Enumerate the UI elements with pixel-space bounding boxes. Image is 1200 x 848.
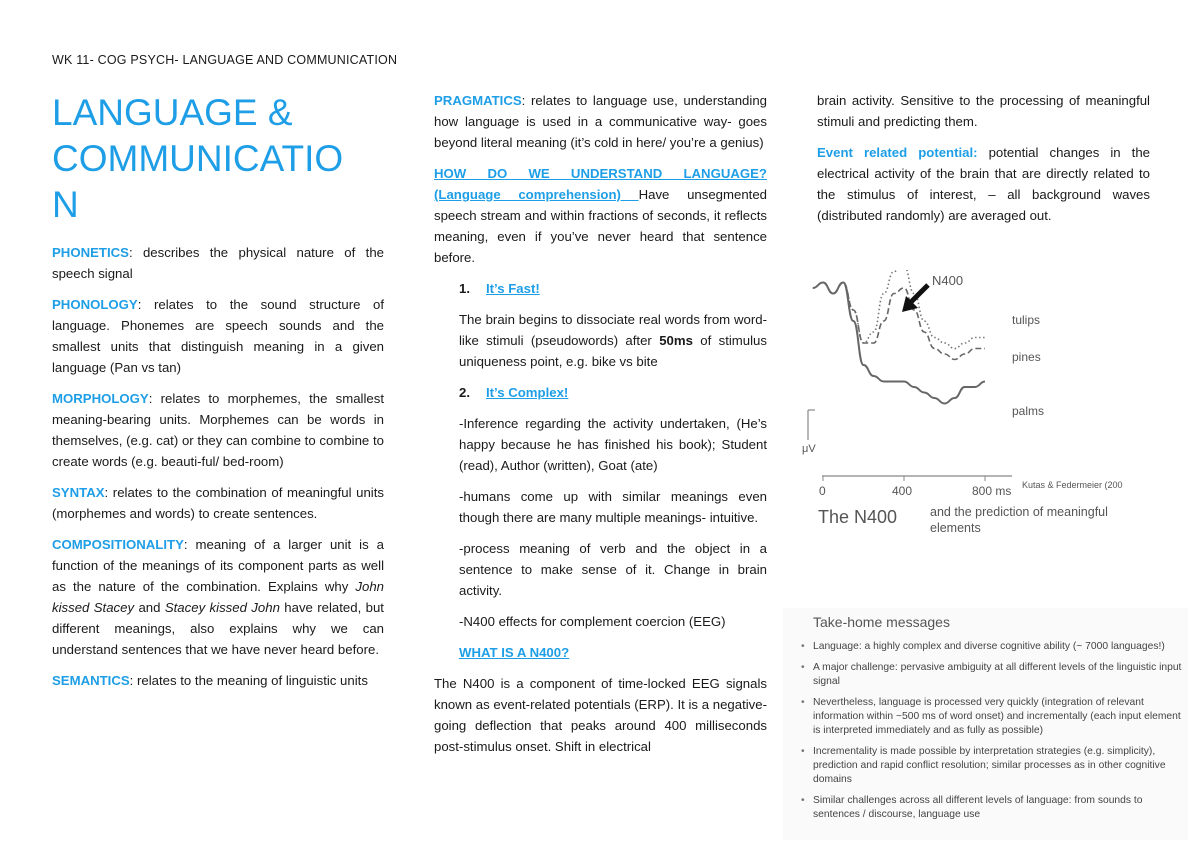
series-line-palms (813, 283, 985, 404)
phonetics-term: PHONETICS (52, 245, 129, 260)
n400-paragraph: The N400 is a component of time-locked EEG signals known as event-related potentials (ERP). It is a negative-going deflection that peaks around 400 milliseconds post-stimulus onset. Shift in electrical (434, 676, 767, 754)
page-title (52, 90, 384, 228)
list-number-2: 2. (459, 385, 470, 400)
n400-continued-paragraph: brain activity. Sensitive to the processing of meaningful stimuli and predicting them. (817, 93, 1150, 129)
compositionality-paragraph (52, 534, 384, 660)
pragmatics-paragraph (434, 90, 767, 153)
takehome-item: • Language: a highly complex and diverse cognitive ability (~ 7000 languages!) (801, 640, 1186, 654)
example-sentence-1: John kissed Stacey (52, 579, 384, 615)
chart-subtitle-line-2: elements (930, 521, 981, 535)
legend-label-tulips: tulips (1012, 313, 1041, 327)
takehome-item: • Similar challenges across all different levels of language: from sounds to sentences / discourse, language use (801, 794, 1186, 822)
pragmatics-text: : relates to language use, understanding how language is used in a communicative way- goes beyond literal meaning (it’s cold in here/ you’re a genius) (434, 93, 767, 150)
semantics-text: : relates to the meaning of linguistic units (129, 673, 368, 688)
phonology-term: PHONOLOGY (52, 297, 138, 312)
morphology-paragraph (52, 388, 384, 472)
fast-bold: 50ms (659, 333, 693, 348)
column-2 (434, 90, 767, 767)
syntax-paragraph (52, 482, 384, 524)
peak-label: N400 (932, 273, 964, 288)
column-1 (52, 90, 384, 701)
semantics-term: SEMANTICS (52, 673, 130, 688)
x-tick-label-400: 400 (892, 484, 913, 498)
takehome-title: Take-home messages (813, 614, 950, 630)
complex-paragraph-2: -humans come up with similar meanings even though there are many multiple meanings- intuitive. (459, 489, 767, 525)
complex-paragraph-3: -process meaning of verb and the object in a sentence to make sense of it. Change in brain activity. (459, 541, 767, 598)
comprehension-text: Have unsegmented speech stream and within fractions of seconds, it reflects meaning, even if you’ve never heard that sentence before. (434, 187, 767, 265)
complex-paragraph-1: -Inference regarding the activity undertaken, (He’s happy because he has finished his book); Student (read), Author (written), Goat (ate) (459, 416, 767, 473)
document-header: WK 11- COG PSYCH- LANGUAGE AND COMMUNICATION (52, 53, 398, 67)
syntax-term: SYNTAX (52, 485, 105, 500)
erp-text: potential changes in the electrical activity of the brain that are directly related to the stimulus of interest, – all background waves (distributed randomly) are averaged out. (817, 145, 1150, 223)
y-axis-label: μV (802, 443, 816, 455)
morphology-term: MORPHOLOGY (52, 391, 149, 406)
phonetics-text: : describes the physical nature of the speech signal (52, 245, 384, 281)
semantics-paragraph (52, 670, 384, 691)
x-tick-label-0: 0 (819, 484, 826, 498)
phonetics-paragraph (52, 242, 384, 284)
erp-term: Event related potential: (817, 145, 978, 160)
fast-text-2: of stimulus uniqueness point, e.g. bike vs bite (459, 333, 767, 369)
syntax-text: : relates to the combination of meaningful units (morphemes and words) to create sentences. (52, 485, 384, 521)
fast-heading-link[interactable]: It’s Fast! (486, 281, 540, 296)
phonology-paragraph (52, 294, 384, 378)
takehome-panel (783, 608, 1188, 840)
pragmatics-term: PRAGMATICS (434, 93, 522, 108)
takehome-item: • A major challenge: pervasive ambiguity at all different levels of the linguistic input signal (801, 661, 1186, 689)
legend-label-palms: palms (1012, 404, 1045, 418)
morphology-text: : relates to morphemes, the smallest meaning-bearing units. Morphemes can be words in themselves, (e.g. cat) or they can combine to combine to create words (e.g. beauti-ful/ bed-room) (52, 391, 384, 469)
title-line-3: N (52, 184, 79, 225)
n400-heading-link[interactable]: WHAT IS A N400? (459, 645, 570, 660)
complex-heading-link[interactable]: It’s Complex! (486, 385, 569, 400)
comprehension-heading-link[interactable]: HOW DO WE UNDERSTAND LANGUAGE? (Language comprehension) (434, 166, 767, 202)
compositionality-text-1: : meaning of a larger unit is a function of the meanings of its component parts as well as the nature of the combination. Explains why (52, 537, 384, 594)
legend-label-pines: pines (1012, 350, 1041, 364)
takehome-item: • Incrementality is made possible by interpretation strategies (e.g. simplicity), prediction and rapid conflict resolution; similar processes as in other cognitive domains (801, 745, 1186, 787)
compositionality-and: and (134, 600, 165, 615)
phonology-text: : relates to the sound structure of language. Phonemes are speech sounds and the smallest units that distinguish meaning in a given language (Pan vs tan) (52, 297, 384, 375)
erp-paragraph (817, 142, 1150, 226)
comprehension-paragraph (434, 163, 767, 268)
x-tick-label-800: 800 ms (972, 484, 1012, 498)
takehome-item: • Nevertheless, language is processed very quickly (integration of relevant information within ~500 ms of word onset) and incrementally (each input element is interpreted immediately and as fully as possible) (801, 696, 1186, 738)
n400-heading-paragraph (434, 642, 767, 663)
example-sentence-2: Stacey kissed John (164, 600, 280, 615)
takehome-list (801, 640, 1186, 829)
title-line-1: LANGUAGE & (52, 92, 293, 133)
fast-paragraph (434, 309, 767, 372)
series-line-pines (813, 283, 985, 360)
compositionality-term: COMPOSITIONALITY (52, 537, 184, 552)
column-3 (817, 90, 1150, 236)
chart-citation: Kutas & Federmeier (200 (1022, 480, 1123, 490)
chart-title: The N400 (818, 507, 898, 527)
list-number-1: 1. (459, 281, 470, 296)
title-line-2: COMMUNICATIO (52, 138, 344, 179)
n400-chart (800, 270, 1150, 550)
fast-text-1: The brain begins to dissociate real words from word-like stimuli (pseudowords) after (459, 312, 767, 348)
list-item-complex (434, 382, 767, 403)
compositionality-text-2: have related, but different meanings, also explains why we can understand sentences that we have never heard before. (52, 600, 384, 657)
complex-paragraph-4: -N400 effects for complement coercion (EEG) (459, 614, 726, 629)
chart-subtitle-line-1: and the prediction of meaningful (930, 505, 1108, 519)
list-item-fast (434, 278, 767, 299)
